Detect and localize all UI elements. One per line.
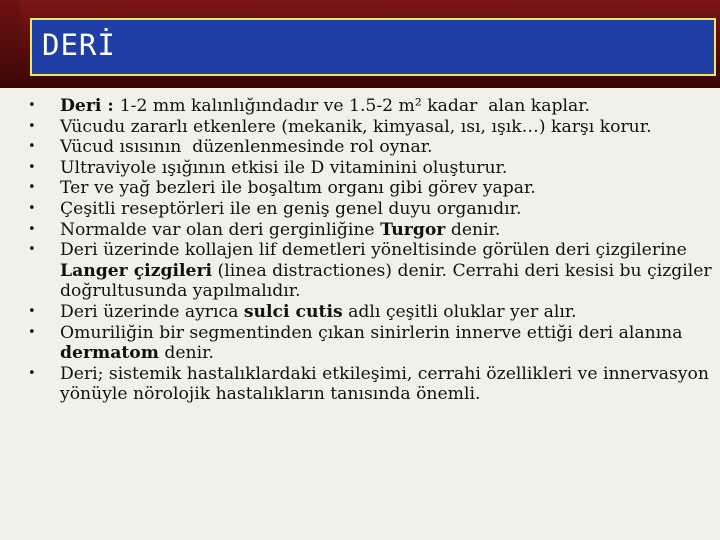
- bold-term: Deri :: [60, 96, 120, 116]
- bullet-text: [60, 302, 577, 322]
- text-run: Çeşitli reseptörleri ile en geniş genel duyu organıdır.: [60, 198, 522, 219]
- bullet-text: [60, 137, 433, 157]
- text-run: Vücudu zararlı etkenlere (mekanik, kimyasal, ısı, ışık…) karşı korur.: [60, 116, 652, 137]
- bullet-dot: •: [28, 118, 36, 134]
- text-run: Vücud ısısının düzenlenmesinde rol oynar.: [60, 137, 433, 158]
- bullet-text: [60, 364, 714, 405]
- bullet-text: [60, 220, 500, 240]
- bullet-text: [60, 158, 507, 178]
- text-run: Ultraviyole ışığının etkisi ile D vitaminini oluşturur.: [60, 157, 508, 178]
- bullet-dot: •: [28, 180, 36, 196]
- text-run: adlı çeşitli oluklar yer alır.: [342, 301, 577, 322]
- bullet-list: [24, 96, 718, 405]
- bullet-dot: •: [28, 365, 36, 381]
- text-run: Deri; sistemik hastalıklardaki etkileşimi, cerrahi özellikleri ve innervasyon yönüyle nörolojik hastalıkların tanısında önemli.: [60, 363, 715, 405]
- bullet-dot: •: [28, 242, 36, 258]
- bold-term: dermatom: [60, 343, 159, 364]
- bold-term: Turgor: [380, 219, 446, 240]
- bullet-item: [24, 364, 714, 405]
- slide-title: DERİ: [42, 28, 116, 62]
- bullet-item: [24, 302, 714, 323]
- text-run: Ter ve yağ bezleri ile boşaltım organı gibi görev yapar.: [60, 178, 536, 199]
- bullet-item: [24, 178, 714, 199]
- bullet-dot: •: [28, 221, 36, 237]
- bullet-item: [24, 117, 714, 138]
- bullet-text: [60, 178, 536, 198]
- bullet-item: [24, 137, 714, 158]
- text-run: (linea distractiones) denir. Cerrahi deri kesisi bu çizgiler doğrultusunda yapılmalıdır.: [60, 260, 718, 302]
- bullet-item: [24, 158, 714, 179]
- bullet-dot: •: [28, 303, 36, 319]
- bullet-dot: •: [28, 200, 36, 216]
- bullet-dot: •: [28, 139, 36, 155]
- bullet-text: [60, 96, 590, 116]
- text-run: Normalde var olan deri gerginliğine: [60, 219, 381, 240]
- bullet-text: [60, 117, 652, 137]
- bullet-dot: •: [28, 98, 36, 113]
- text-run: denir.: [158, 343, 214, 364]
- bullet-dot: •: [28, 324, 36, 340]
- bullet-item: [24, 323, 714, 364]
- bullet-dot: •: [28, 159, 36, 175]
- bullet-text: [60, 199, 521, 219]
- bold-term: sulci cutis: [243, 301, 343, 322]
- bullet-item: [24, 199, 714, 220]
- text-run: denir.: [445, 219, 501, 240]
- bullet-text: [60, 323, 688, 364]
- bullet-item: [24, 240, 718, 302]
- bullet-item: [24, 220, 714, 241]
- text-run: 1-2 mm kalınlığındadır ve 1.5-2 m² kadar alan kaplar.: [119, 96, 590, 116]
- bullet-item: [24, 96, 714, 117]
- bullet-text: [60, 240, 717, 301]
- title-box: [30, 18, 716, 76]
- bold-term: Langer çizgileri: [60, 260, 213, 281]
- text-run: Omuriliğin bir segmentinden çıkan sinirlerin innerve ettiği deri alanına: [60, 322, 688, 343]
- text-run: Deri üzerinde kollajen lif demetleri yöneltisinde görülen deri çizgilerine: [60, 240, 693, 261]
- text-run: Deri üzerinde ayrıca: [60, 301, 244, 322]
